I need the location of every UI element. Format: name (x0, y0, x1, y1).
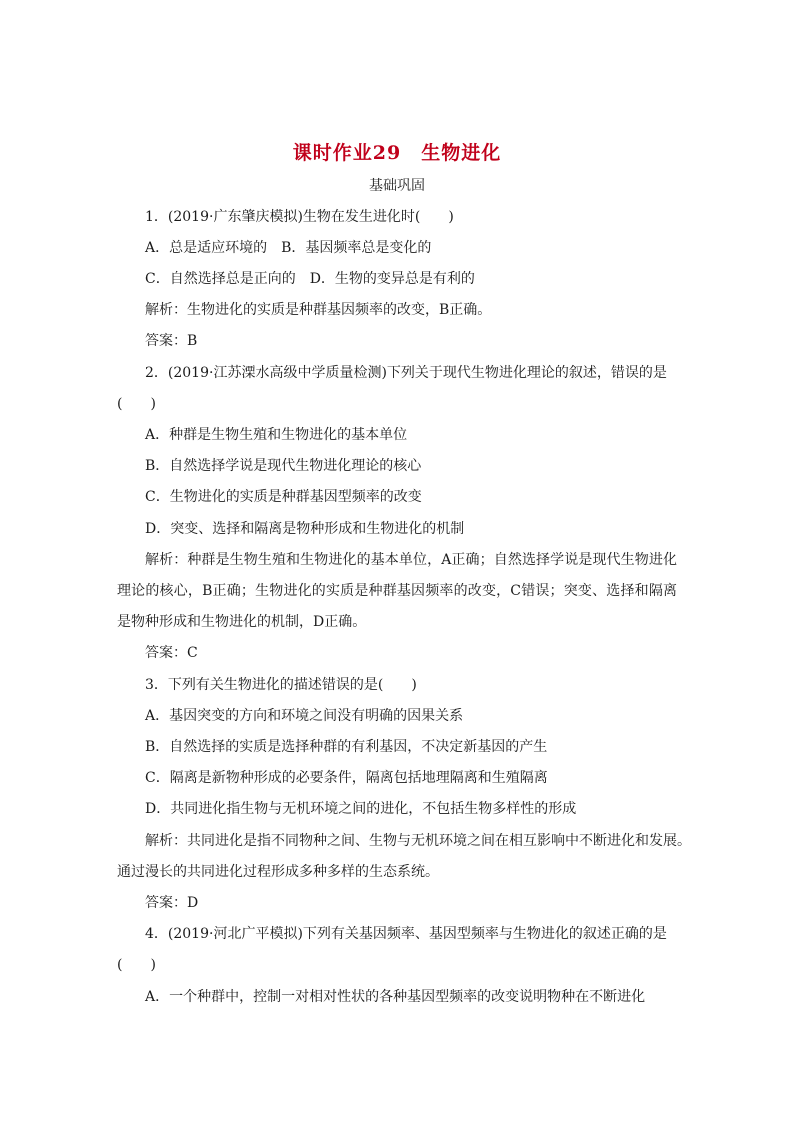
question-2-analysis-end: 是物种形成和生物进化的机制，D正确。 (117, 614, 367, 630)
question-2-option-b: B．自然选择学说是现代生物进化理论的核心 (145, 458, 422, 474)
question-4-stem: 4．(2019·河北广平模拟)下列有关基因频率、基因型频率与生物进化的叙述正确的是 (145, 926, 667, 942)
question-2-option-c: C．生物进化的实质是种群基因型频率的改变 (145, 489, 422, 505)
question-4-stem-continued: ( ) (117, 957, 156, 973)
page-title: 课时作业29 生物进化 (292, 142, 502, 164)
question-3-option-c: C．隔离是新物种形成的必要条件，隔离包括地理隔离和生殖隔离 (145, 770, 548, 786)
question-1-options-ab: A．总是适应环境的 B．基因频率总是变化的 (145, 240, 432, 256)
question-2-option-d: D．突变、选择和隔离是物种形成和生物进化的机制 (145, 521, 465, 537)
question-2-stem: 2．(2019·江苏溧水高级中学质量检测)下列关于现代生物进化理论的叙述，错误的是 (145, 365, 667, 381)
section-heading: 基础巩固 (369, 178, 425, 194)
question-2-analysis-continued: 理论的核心，B正确；生物进化的实质是种群基因频率的改变，C错误；突变、选择和隔离 (117, 583, 677, 599)
question-1-answer: 答案：B (145, 333, 198, 349)
question-3-option-b: B．自然选择的实质是选择种群的有利基因，不决定新基因的产生 (145, 739, 548, 755)
question-2-stem-continued: ( ) (117, 396, 156, 412)
question-2-analysis: 解析：种群是生物生殖和生物进化的基本单位，A正确；自然选择学说是现代生物进化 (145, 552, 677, 568)
question-1-options-cd: C．自然选择总是正向的 D．生物的变异总是有利的 (145, 271, 475, 287)
question-2-option-a: A．种群是生物生殖和生物进化的基本单位 (145, 427, 408, 443)
question-4-option-a: A．一个种群中，控制一对相对性状的各种基因型频率的改变说明物种在不断进化 (145, 989, 646, 1005)
question-2-answer: 答案：C (145, 645, 198, 661)
question-3-analysis-continued: 通过漫长的共同进化过程形成多种多样的生态系统。 (117, 864, 439, 880)
question-1-analysis: 解析：生物进化的实质是种群基因频率的改变，B正确。 (145, 302, 492, 318)
question-3-stem: 3．下列有关生物进化的描述错误的是( ) (145, 677, 417, 693)
question-3-answer: 答案：D (145, 895, 199, 911)
question-1-stem: 1．(2019·广东肇庆模拟)生物在发生进化时( ) (145, 209, 454, 225)
question-3-option-d: D．共同进化指生物与无机环境之间的进化，不包括生物多样性的形成 (145, 801, 577, 817)
question-3-option-a: A．基因突变的方向和环境之间没有明确的因果关系 (145, 708, 464, 724)
question-3-analysis: 解析：共同进化是指不同物种之间、生物与无机环境之间在相互影响中不断进化和发展。 (145, 833, 691, 849)
